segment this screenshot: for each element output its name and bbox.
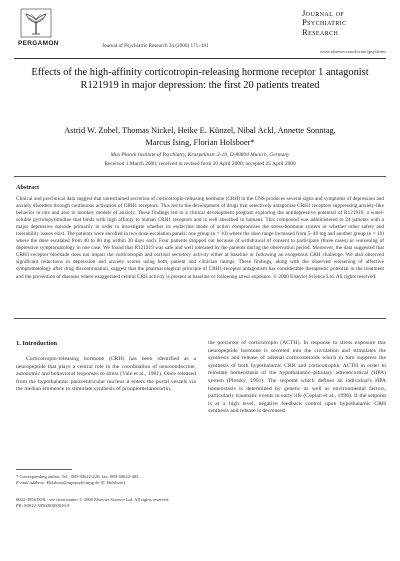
publisher-name: PERGAMON (18, 40, 59, 47)
received-dates: Received 1 March 2000; received in revised form 20 April 2000; accepted 25 April 2000 (104, 161, 296, 167)
intro-paragraph: Corticotropin-releasing hormone (CRH) has been identified as a neuropeptide that plays a central role in the coordination of neuroendocrine, autonomic and behavioral responses to stress (Vale et al., 1981). Once released from the hypothalamic paraventricular nucleus it enters the portal vessels via the median eminence to stimulate synthesis of proopiomelanocortin, (16, 356, 196, 393)
authors-line: Astrid W. Zobel, Thomas Nickel, Heike E. Künzel, Nibal Ackl, Annette Sonntag, (64, 126, 336, 135)
left-column (16, 340, 196, 394)
copyright-notice (16, 497, 276, 509)
journal-header (14, 6, 388, 54)
footnote-divider (16, 469, 72, 470)
journal-name-line: Research (302, 26, 339, 37)
intro-paragraph-continued: the precursor of corticotropin (ACTH). In response to stress exposure this neuropeptide hormone is secreted into the circulation and stimulates the synthesis and release of adrenal corticosteroids which in turn suppress the synthesis of both hypothalamic CRH and corticotrophic ACTH in order to reinstate homeostasis of the hypothalamic–pituitary adrenocortical (HPA) system (Plotsky, 1991). The setpoint which defines an individual's HPA homeostasis is determined by genetic as well as environmental factors, particularly traumatic events in early life (Coplan et al., 1996). If the setpoint is at a high level, negative feedback control upon hypothalamic CRH synthesis and release is decreased. (208, 340, 386, 415)
corresponding-author-line: * Corresponding author. Tel.: 089-30622-220; fax: 089-30622-483. (16, 474, 140, 479)
authors-line: Marcus Ising, Florian Holsboer* (145, 137, 255, 147)
article-title: Effects of the high-affinity corticotropin-releasing hormone receptor 1 antagonist R121919 in major depression: the first 20 patients treated (31, 67, 369, 92)
header-divider (14, 58, 386, 59)
abstract-top-divider (14, 176, 386, 177)
journal-name-line: Psychiatric (302, 17, 347, 28)
section-heading: 1. Introduction (16, 340, 58, 347)
journal-citation: Journal of Psychiatric Research 34 (2000) 171–181 (102, 43, 209, 49)
abstract-text: Clinical and preclinical data suggest that unrestrained secretion of corticotropin-releasing hormone (CRH) in the CNS produces several signs and symptoms of depression and anxiety disorders through continuous activation of CRH1 receptors. This led to the development of drugs that selectively antagonize CRH1 receptors suppressing anxiety-like behavior in rats and also in monkey models of anxiety. These findings led to a clinical development program exploring the antidepressive potential of R121919, a water-soluble pyrrolopyrimidine that binds with high affinity to human CRH1 receptors and is well absorbed in humans. This compound was administered to 24 patients with a major depressive episode primarily in order to investigate whether its endocrine mode of action compromises the stress-hormone system or whether other safety and tolerability issues exist. The patients were enrolled in two dose-escalation panels: one group (n = 10) where the dose range increased from 5–40 mg and another group (n = 10) where the dose escalated from 40 to 80 mg within 30 days each. Four patients dropped out because of withdrawal of consent to participate (three cases) or worsening of depressive symptomatology in one case. We found that R121919 was safe and well tolerated by the patients during the observation period. Moreover, the data suggested that CRH1-receptor blockade does not impair the corticotropin and cortisol secretory activity either at baseline or following an exogenous CRH challenge. We also observed significant reductions in depression and anxiety scores using both, patient and clinician ratings. These findings, along with the observed worsening of affective symptomatology after drug discontinuation, suggest that the pharmacological principle of CRH1-receptor antagonism has considerable therapeutic potential in the treatment and the prevention of diseases where exaggerated central CRH activity is present at baseline or following stress exposure. © 2000 Elsevier Science Ltd. All rights reserved. (16, 196, 384, 280)
email-label: E-mail address: (16, 480, 46, 485)
corresponding-author-footnote (16, 474, 196, 486)
copyright-line: 0022-3956/00/$ - see front matter © 2000 Elsevier Science Ltd. All rights reserved. (16, 497, 170, 502)
pergamon-tree-logo-icon (20, 8, 52, 38)
pii-line: PII: S0022-3956(00)00016-9 (16, 503, 70, 509)
abstract-heading: Abstract (16, 184, 40, 191)
journal-name (302, 9, 386, 37)
article-authors (30, 125, 370, 148)
journal-name-line: Journal of (302, 8, 345, 18)
email-link[interactable]: Holsboer@mpipsykl.mpg.de (F. Holsboer). (46, 480, 127, 485)
email-line (16, 480, 196, 486)
right-column (208, 340, 386, 416)
abstract-bottom-divider (14, 318, 386, 319)
author-affiliation: Max Planck Institute of Psychiatry, Kraepelinstr. 2-10, D-80804 Munich, Germany (110, 152, 290, 158)
journal-url-link[interactable]: www.elsevier.com/locate/jpsychires (319, 49, 386, 54)
